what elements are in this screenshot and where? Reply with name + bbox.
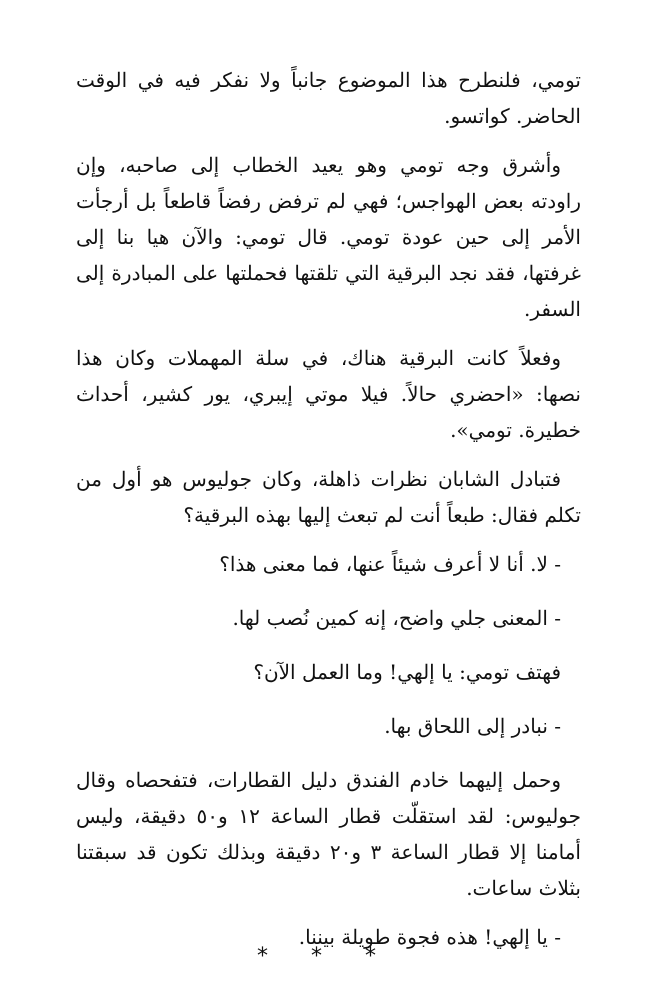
book-page bbox=[76, 62, 581, 973]
paragraph-1: تومي، فلنطرح هذا الموضوع جانباً ولا نفكر فيه في الوقت الحاضر. كواتسو. bbox=[76, 68, 581, 128]
dialog-line-2: - المعنى جلي واضح، إنه كمين نُصب لها. bbox=[232, 606, 561, 630]
section-separator: * * * bbox=[257, 944, 394, 969]
paragraph-3: وفعلاً كانت البرقية هناك، في سلة المهملات وكان هذا نصها: «احضري حالاً. فيلا موتي إيبري، يور كشير، أحداث خطيرة. تومي». bbox=[76, 346, 581, 442]
dialog-line-5: - يا إلهي! هذه فجوة طويلة بيننا. bbox=[298, 925, 561, 949]
dialog-line-3: فهتف تومي: يا إلهي! وما العمل الآن؟ bbox=[253, 660, 561, 684]
paragraph-5: وحمل إليهما خادم الفندق دليل القطارات، فتفحصاه وقال جوليوس: لقد استقلّت قطار الساعة ١٢ و٥٠ دقيقة، وليس أمامنا إلا قطار الساعة ٣ و٢٠ دقيقة وبذلك تكون قد سبقتنا بثلاث ساعات. bbox=[76, 768, 582, 900]
paragraph-4: فتبادل الشابان نظرات ذاهلة، وكان جوليوس هو أول من تكلم فقال: طبعاً أنت لم تبعث إليها بهذه البرقية؟ bbox=[76, 467, 581, 527]
dialog-line-1: - لا. أنا لا أعرف شيئاً عنها، فما معنى هذا؟ bbox=[219, 552, 561, 576]
dialog-line-4: - نبادر إلى اللحاق بها. bbox=[384, 714, 561, 738]
paragraph-2: وأشرق وجه تومي وهو يعيد الخطاب إلى صاحبه، وإن راودته بعض الهواجس؛ فهي لم ترفض رفضاً قاطعاً بل أرجأت الأمر إلى حين عودة تومي. قال تومي: والآن هيا بنا إلى غرفتها، فقد نجد البرقية التي تلقتها فحملتها على المبادرة إلى السفر. bbox=[76, 153, 581, 321]
